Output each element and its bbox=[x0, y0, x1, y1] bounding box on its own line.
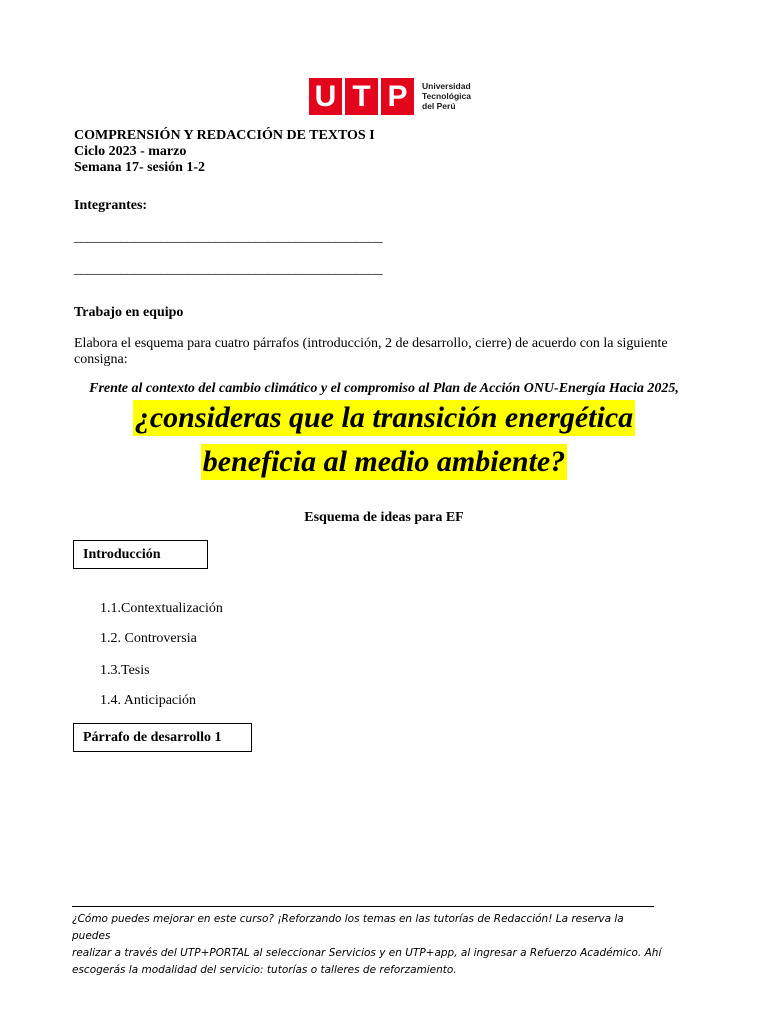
prompt-question-row-2 bbox=[0, 444, 768, 480]
integrante-line-1: ______________________________________________ bbox=[74, 230, 383, 245]
prompt-question-line-2: beneficia al medio ambiente? bbox=[202, 445, 566, 478]
footer-note-line-3: escogerás la modalidad del servicio: tutorías o talleres de reforzamiento. bbox=[72, 964, 457, 976]
integrante-line-2: ______________________________________________ bbox=[74, 262, 383, 277]
utp-logo bbox=[309, 78, 469, 116]
footer-note bbox=[72, 911, 662, 979]
logo-letter-u: U bbox=[309, 78, 342, 115]
task-instruction-line-2: consigna: bbox=[74, 352, 128, 367]
schema-item-3: 1.3.Tesis bbox=[100, 663, 150, 678]
schema-item-2: 1.2. Controversia bbox=[100, 631, 197, 646]
integrantes-label: Integrantes: bbox=[74, 198, 148, 213]
prompt-question-line-1: ¿consideras que la transición energética bbox=[134, 401, 634, 434]
course-week: Semana 17- sesión 1-2 bbox=[74, 160, 206, 175]
logo-university-name bbox=[422, 81, 471, 111]
schema-item-4: 1.4. Anticipación bbox=[100, 693, 197, 708]
paragraph-1-box: Párrafo de desarrollo 1 bbox=[73, 723, 252, 752]
introduction-box: Introducción bbox=[73, 540, 208, 569]
prompt-context: Frente al contexto del cambio climático y el compromiso al Plan de Acción ONU-Energía Hacia 2025, bbox=[89, 381, 679, 396]
prompt-question-row-1 bbox=[0, 400, 768, 436]
course-cycle: Ciclo 2023 - marzo bbox=[74, 144, 187, 159]
logo-letter-p: P bbox=[381, 78, 414, 115]
logo-text-line-3: del Perú bbox=[422, 101, 456, 111]
task-title: Trabajo en equipo bbox=[74, 305, 184, 320]
schema-item-1: 1.1.Contextualización bbox=[100, 601, 223, 616]
footer-note-line-1: ¿Cómo puedes mejorar en este curso? ¡Reforzando los temas en las tutorías de Redacción! La reserva la puedes bbox=[72, 913, 624, 942]
logo-text-line-1: Universidad bbox=[422, 81, 471, 91]
footer-note-line-2: realizar a través del UTP+PORTAL al seleccionar Servicios y en UTP+app, al ingresar a Refuerzo Académico. Ahí bbox=[72, 947, 662, 959]
task-instruction-line-1: Elabora el esquema para cuatro párrafos (introducción, 2 de desarrollo, cierre) de acuerdo con la siguiente bbox=[74, 336, 668, 351]
footer-divider bbox=[72, 906, 654, 907]
course-title: COMPRENSIÓN Y REDACCIÓN DE TEXTOS I bbox=[74, 128, 375, 143]
schema-title: Esquema de ideas para EF bbox=[304, 510, 464, 525]
logo-text-line-2: Tecnológica bbox=[422, 91, 471, 101]
logo-letter-t: T bbox=[345, 78, 378, 115]
